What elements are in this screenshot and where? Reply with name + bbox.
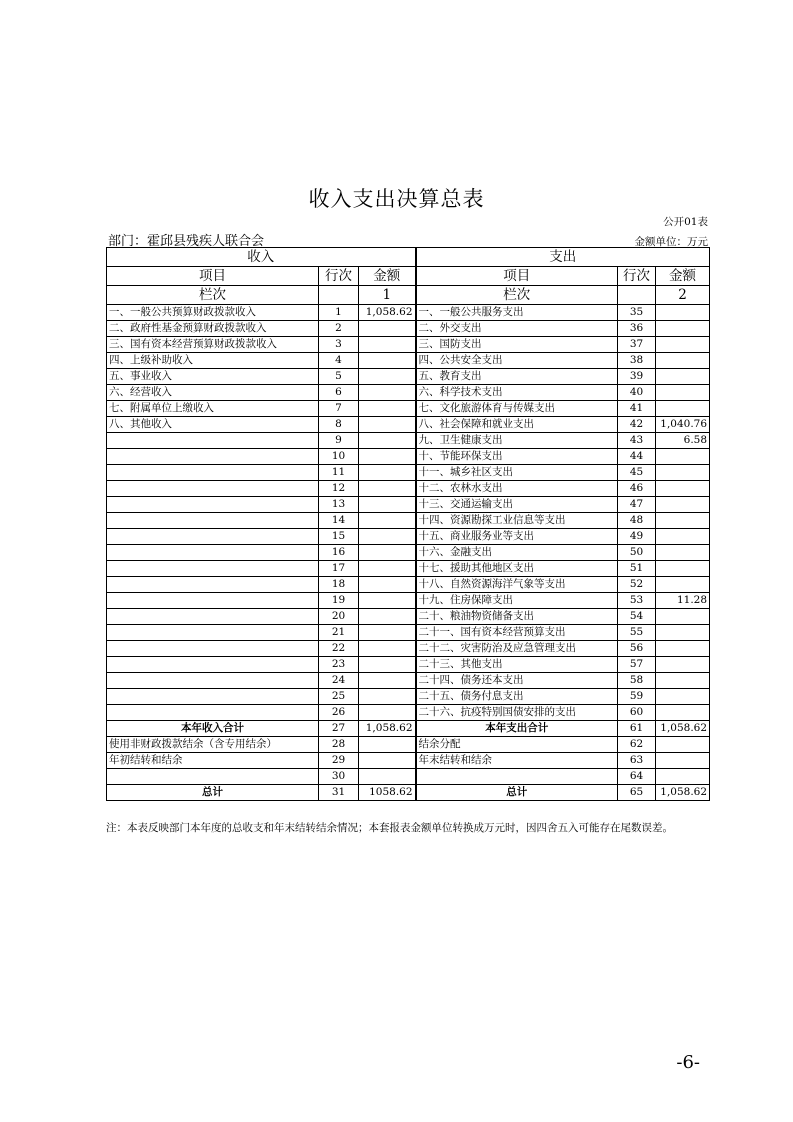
expense-amount [656, 657, 710, 673]
expense-amount [656, 321, 710, 337]
expense-item: 五、教育支出 [416, 369, 618, 385]
expense-item: 十五、商业服务业等支出 [416, 529, 618, 545]
income-amount [359, 737, 416, 753]
footnote: 注：本表反映部门本年度的总收支和年末结转结余情况；本套报表金额单位转换成万元时，因四舍五入可能存在尾数误差。 [106, 822, 673, 834]
expense-amount: 6.58 [656, 433, 710, 449]
expense-amount [656, 769, 710, 785]
expense-row-no: 60 [618, 705, 656, 721]
income-item: 三、国有资本经营预算财政拨款收入 [107, 337, 319, 353]
income-item [107, 609, 319, 625]
expense-header: 支出 [416, 248, 710, 267]
unit-label: 金额单位：万元 [634, 236, 708, 248]
income-item [107, 545, 319, 561]
expense-item: 十二、农林水支出 [416, 481, 618, 497]
income-item: 一、一般公共预算财政拨款收入 [107, 305, 319, 321]
income-item: 六、经营收入 [107, 385, 319, 401]
expense-row-no: 45 [618, 465, 656, 481]
income-amount [359, 593, 416, 609]
income-amount [359, 401, 416, 417]
income-amount [359, 497, 416, 513]
table-row [107, 737, 710, 753]
income-row-no: 19 [319, 593, 359, 609]
income-amount [359, 705, 416, 721]
page-number: -6- [676, 1052, 700, 1073]
income-row-no: 15 [319, 529, 359, 545]
expense-amount [656, 369, 710, 385]
expense-amount [656, 561, 710, 577]
section-header-row [107, 248, 710, 267]
expense-item: 二十一、国有资本经营预算支出 [416, 625, 618, 641]
income-item [107, 689, 319, 705]
expense-item [416, 769, 618, 785]
expense-item: 八、社会保障和就业支出 [416, 417, 618, 433]
form-code: 公开01表 [663, 216, 708, 228]
expense-amount [656, 385, 710, 401]
table-row [107, 705, 710, 721]
expense-row-no: 56 [618, 641, 656, 657]
subtotal-row [107, 721, 710, 737]
income-row-no: 2 [319, 321, 359, 337]
column-number-row [107, 286, 710, 305]
income-empty-cell [319, 286, 359, 305]
table-row [107, 593, 710, 609]
table-row [107, 369, 710, 385]
expense-amount-header: 金额 [656, 267, 710, 286]
table-row [107, 753, 710, 769]
income-amount [359, 433, 416, 449]
expense-item: 十六、金融支出 [416, 545, 618, 561]
column-header-row [107, 267, 710, 286]
expense-row-no: 64 [618, 769, 656, 785]
expense-row-no-header: 行次 [618, 267, 656, 286]
income-row-no-header: 行次 [319, 267, 359, 286]
income-row-no: 21 [319, 625, 359, 641]
income-row-no: 16 [319, 545, 359, 561]
income-amount [359, 417, 416, 433]
income-row-no: 10 [319, 449, 359, 465]
table-row [107, 433, 710, 449]
income-amount [359, 577, 416, 593]
income-row-no: 20 [319, 609, 359, 625]
table-row [107, 481, 710, 497]
income-item [107, 529, 319, 545]
income-amount [359, 753, 416, 769]
income-item [107, 657, 319, 673]
income-amount [359, 465, 416, 481]
expense-amount: 1,058.62 [656, 785, 710, 801]
expense-row-no: 61 [618, 721, 656, 737]
table-row [107, 449, 710, 465]
income-column-no-label: 栏次 [107, 286, 319, 305]
income-item [107, 513, 319, 529]
table-row [107, 513, 710, 529]
expense-amount [656, 705, 710, 721]
income-amount [359, 689, 416, 705]
income-row-no: 24 [319, 673, 359, 689]
expense-item: 二十、粮油物资储备支出 [416, 609, 618, 625]
table-row [107, 673, 710, 689]
expense-item: 十七、援助其他地区支出 [416, 561, 618, 577]
table-row [107, 417, 710, 433]
table-row [107, 385, 710, 401]
department-label: 部门：霍邱县残疾人联合会 [108, 234, 265, 249]
income-amount: 1058.62 [359, 785, 416, 801]
expense-amount [656, 529, 710, 545]
income-row-no: 28 [319, 737, 359, 753]
income-row-no: 27 [319, 721, 359, 737]
total-row [107, 785, 710, 801]
income-row-no: 8 [319, 417, 359, 433]
income-item: 总计 [107, 785, 319, 801]
income-amount [359, 561, 416, 577]
income-row-no: 4 [319, 353, 359, 369]
expense-item: 十、节能环保支出 [416, 449, 618, 465]
income-amount [359, 641, 416, 657]
table-row [107, 561, 710, 577]
income-item: 使用非财政拨款结余（含专用结余） [107, 737, 319, 753]
income-amount [359, 385, 416, 401]
expense-item: 二十二、灾害防治及应急管理支出 [416, 641, 618, 657]
income-item [107, 481, 319, 497]
income-item [107, 497, 319, 513]
expense-item: 二十四、债务还本支出 [416, 673, 618, 689]
income-item [107, 673, 319, 689]
expense-row-no: 52 [618, 577, 656, 593]
expense-amount: 1,040.76 [656, 417, 710, 433]
income-expense-table [106, 247, 710, 801]
income-item [107, 705, 319, 721]
expense-item: 六、科学技术支出 [416, 385, 618, 401]
expense-amount [656, 513, 710, 529]
income-row-no: 18 [319, 577, 359, 593]
expense-item: 本年支出合计 [416, 721, 618, 737]
expense-row-no: 39 [618, 369, 656, 385]
expense-row-no: 53 [618, 593, 656, 609]
expense-row-no: 44 [618, 449, 656, 465]
expense-row-no: 58 [618, 673, 656, 689]
income-item [107, 577, 319, 593]
table-row [107, 769, 710, 785]
income-item [107, 433, 319, 449]
expense-amount [656, 497, 710, 513]
income-row-no: 14 [319, 513, 359, 529]
income-row-no: 11 [319, 465, 359, 481]
income-row-no: 29 [319, 753, 359, 769]
expense-row-no: 37 [618, 337, 656, 353]
income-amount [359, 337, 416, 353]
expense-row-no: 54 [618, 609, 656, 625]
expense-amount: 1,058.62 [656, 721, 710, 737]
expense-row-no: 51 [618, 561, 656, 577]
expense-amount [656, 305, 710, 321]
expense-column-number: 2 [656, 286, 710, 305]
expense-item: 九、卫生健康支出 [416, 433, 618, 449]
table-row [107, 529, 710, 545]
table-row [107, 689, 710, 705]
income-amount: 1,058.62 [359, 721, 416, 737]
table-row [107, 353, 710, 369]
expense-empty-cell [618, 286, 656, 305]
expense-amount [656, 353, 710, 369]
income-column-number: 1 [359, 286, 416, 305]
income-item: 二、政府性基金预算财政拨款收入 [107, 321, 319, 337]
table-row [107, 625, 710, 641]
income-row-no: 9 [319, 433, 359, 449]
income-item [107, 641, 319, 657]
expense-item: 二十五、债务付息支出 [416, 689, 618, 705]
expense-amount [656, 401, 710, 417]
expense-amount [656, 449, 710, 465]
expense-item: 结余分配 [416, 737, 618, 753]
income-row-no: 30 [319, 769, 359, 785]
expense-amount [656, 625, 710, 641]
expense-amount [656, 609, 710, 625]
table-row [107, 305, 710, 321]
income-amount [359, 609, 416, 625]
income-row-no: 13 [319, 497, 359, 513]
expense-item: 十一、城乡社区支出 [416, 465, 618, 481]
expense-row-no: 38 [618, 353, 656, 369]
income-row-no: 31 [319, 785, 359, 801]
expense-item: 年末结转和结余 [416, 753, 618, 769]
expense-column-no-label: 栏次 [416, 286, 618, 305]
expense-row-no: 47 [618, 497, 656, 513]
table-row [107, 465, 710, 481]
income-row-no: 22 [319, 641, 359, 657]
expense-row-no: 62 [618, 737, 656, 753]
expense-amount [656, 641, 710, 657]
income-item: 五、事业收入 [107, 369, 319, 385]
expense-row-no: 50 [618, 545, 656, 561]
income-item: 本年收入合计 [107, 721, 319, 737]
expense-amount [656, 465, 710, 481]
expense-row-no: 65 [618, 785, 656, 801]
income-item [107, 769, 319, 785]
income-row-no: 3 [319, 337, 359, 353]
income-row-no: 23 [319, 657, 359, 673]
expense-amount [656, 577, 710, 593]
expense-row-no: 49 [618, 529, 656, 545]
expense-item: 十四、资源勘探工业信息等支出 [416, 513, 618, 529]
expense-amount [656, 337, 710, 353]
expense-item: 七、文化旅游体育与传媒支出 [416, 401, 618, 417]
income-row-no: 25 [319, 689, 359, 705]
income-item [107, 465, 319, 481]
income-item [107, 561, 319, 577]
expense-amount [656, 673, 710, 689]
income-amount [359, 545, 416, 561]
expense-item: 总计 [416, 785, 618, 801]
income-row-no: 26 [319, 705, 359, 721]
income-row-no: 12 [319, 481, 359, 497]
income-amount: 1,058.62 [359, 305, 416, 321]
expense-row-no: 59 [618, 689, 656, 705]
expense-row-no: 46 [618, 481, 656, 497]
income-item: 年初结转和结余 [107, 753, 319, 769]
expense-amount [656, 737, 710, 753]
table-row [107, 609, 710, 625]
expense-row-no: 41 [618, 401, 656, 417]
expense-item: 三、国防支出 [416, 337, 618, 353]
expense-amount [656, 689, 710, 705]
expense-item: 十九、住房保障支出 [416, 593, 618, 609]
expense-row-no: 42 [618, 417, 656, 433]
income-item: 七、附属单位上缴收入 [107, 401, 319, 417]
expense-row-no: 43 [618, 433, 656, 449]
income-amount [359, 657, 416, 673]
table-row [107, 337, 710, 353]
expense-row-no: 55 [618, 625, 656, 641]
income-amount [359, 321, 416, 337]
income-item [107, 625, 319, 641]
income-item: 四、上级补助收入 [107, 353, 319, 369]
expense-item: 四、公共安全支出 [416, 353, 618, 369]
expense-item-header: 项目 [416, 267, 618, 286]
table-row [107, 545, 710, 561]
income-item: 八、其他收入 [107, 417, 319, 433]
income-amount [359, 625, 416, 641]
income-amount [359, 513, 416, 529]
income-row-no: 1 [319, 305, 359, 321]
expense-row-no: 63 [618, 753, 656, 769]
income-amount [359, 769, 416, 785]
expense-item: 二十三、其他支出 [416, 657, 618, 673]
expense-amount [656, 753, 710, 769]
income-header: 收入 [107, 248, 416, 267]
income-amount [359, 369, 416, 385]
table-row [107, 497, 710, 513]
table-row [107, 641, 710, 657]
table-row [107, 401, 710, 417]
income-item [107, 449, 319, 465]
expense-item: 十八、自然资源海洋气象等支出 [416, 577, 618, 593]
income-item [107, 593, 319, 609]
expense-amount [656, 481, 710, 497]
income-row-no: 17 [319, 561, 359, 577]
income-row-no: 6 [319, 385, 359, 401]
expense-item: 二、外交支出 [416, 321, 618, 337]
expense-row-no: 40 [618, 385, 656, 401]
report-title: 收入支出决算总表 [308, 187, 485, 211]
income-amount [359, 673, 416, 689]
table-row [107, 321, 710, 337]
expense-amount [656, 545, 710, 561]
table-row [107, 577, 710, 593]
expense-item: 二十六、抗疫特别国债安排的支出 [416, 705, 618, 721]
income-item-header: 项目 [107, 267, 319, 286]
expense-row-no: 36 [618, 321, 656, 337]
income-amount [359, 481, 416, 497]
income-row-no: 7 [319, 401, 359, 417]
table-row [107, 657, 710, 673]
income-amount [359, 353, 416, 369]
expense-row-no: 57 [618, 657, 656, 673]
expense-row-no: 35 [618, 305, 656, 321]
income-amount [359, 449, 416, 465]
income-row-no: 5 [319, 369, 359, 385]
income-amount-header: 金额 [359, 267, 416, 286]
expense-item: 十三、交通运输支出 [416, 497, 618, 513]
expense-amount: 11.28 [656, 593, 710, 609]
income-amount [359, 529, 416, 545]
expense-item: 一、一般公共服务支出 [416, 305, 618, 321]
expense-row-no: 48 [618, 513, 656, 529]
